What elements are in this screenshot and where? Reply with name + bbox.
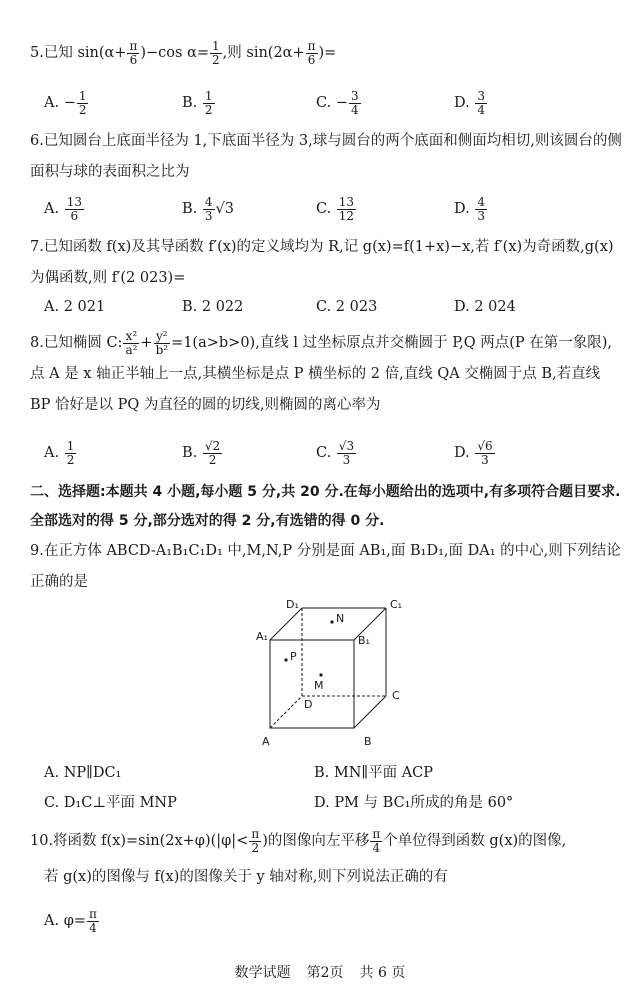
option-c: C. 2 023 bbox=[316, 299, 378, 315]
label-b: B bbox=[364, 735, 372, 748]
question-10-line2: 若 g(x)的图像与 f(x)的图像关于 y 轴对称,则下列说法正确的有 bbox=[44, 869, 448, 885]
option-d: D. $\frac{√6}{3}$ bbox=[454, 438, 493, 467]
label-m: M bbox=[314, 679, 324, 692]
option-b: B. MN∥平面 ACP bbox=[314, 765, 434, 781]
option-c: C. D₁C⊥平面 MNP bbox=[44, 795, 177, 811]
question-6-options bbox=[44, 194, 624, 224]
footer-subject: 数学试题 bbox=[234, 965, 291, 981]
footer-total: 共 6 页 bbox=[359, 965, 406, 981]
option-b: B. $\frac{1}{2}$ bbox=[182, 88, 213, 117]
label-a: A bbox=[262, 735, 270, 748]
option-a: A. 2 021 bbox=[44, 299, 106, 315]
label-n: N bbox=[336, 612, 345, 625]
option-d: D. PM 与 BC₁所成的角是 60° bbox=[314, 795, 514, 811]
question-10-option-a: A. φ= $\frac{\pi}{4}$ bbox=[44, 906, 97, 935]
cube-figure bbox=[250, 600, 410, 750]
option-c: C. $\frac{√3}{3}$ bbox=[316, 438, 355, 467]
option-c: C. − $\frac{3}{4}$ bbox=[316, 88, 359, 117]
option-b: B. 2 022 bbox=[182, 299, 244, 315]
question-6-stem: 6.已知圆台上底面半径为 1,下底面半径为 3,球与圆台的两个底面和侧面均相切,则该圆台的侧面积与球的表面积之比为 bbox=[30, 133, 622, 180]
question-9-options-row1 bbox=[44, 758, 624, 788]
option-a: A. $\frac{1}{2}$ bbox=[44, 438, 75, 467]
question-8-options bbox=[44, 438, 624, 468]
label-c1: C₁ bbox=[390, 600, 403, 611]
question-10-stem: 10.将函数 f(x)=sin(2x+φ)(|φ|< $\frac{\pi}{2}$ )的图像向左平移 $\frac{\pi}{4}$ 个单位得到函数 g(x)的图像, bbox=[30, 826, 567, 855]
option-c: C. $\frac{13}{12}$ bbox=[316, 194, 355, 223]
question-9-stem: 9.在正方体 ABCD-A₁B₁C₁D₁ 中,M,N,P 分别是面 AB₁,面 B₁D₁,面 DA₁ 的中心,则下列结论正确的是 bbox=[30, 543, 621, 590]
option-d: D. 2 024 bbox=[454, 299, 516, 315]
option-a: A. NP∥DC₁ bbox=[44, 765, 122, 781]
option-b: B. $\frac{√2}{2}$ bbox=[182, 438, 221, 467]
label-d: D bbox=[304, 698, 313, 711]
question-5-options bbox=[44, 88, 624, 118]
label-p: P bbox=[290, 650, 297, 663]
page-footer bbox=[0, 962, 640, 982]
option-d: D. $\frac{3}{4}$ bbox=[454, 88, 485, 117]
option-a: A. − $\frac{1}{2}$ bbox=[44, 88, 87, 117]
label-d1: D₁ bbox=[286, 600, 299, 611]
label-b1: B₁ bbox=[358, 634, 370, 647]
option-d: D. $\frac{4}{3}$ bbox=[454, 194, 485, 223]
footer-page: 第2页 bbox=[306, 965, 344, 981]
question-7-stem: 7.已知函数 f(x)及其导函数 f′(x)的定义域均为 R,记 g(x)=f(1+x)−x,若 f′(x)为奇函数,g(x)为偶函数,则 f′(2 023)= bbox=[30, 239, 614, 286]
question-5-stem: 5.已知 sin(α+ $\frac{\pi}{6}$ )−cos α= $\frac{1}{2}$ ,则 sin(2α+ $\frac{\pi}{6}$ )= bbox=[30, 38, 337, 67]
option-a: A. $\frac{13}{6}$ bbox=[44, 194, 82, 223]
section-2-heading: 二、选择题:本题共 4 小题,每小题 5 分,共 20 分.在每小题给出的选项中,有多项符合题目要求.全部选对的得 5 分,部分选对的得 2 分,有选错的得 0 分. bbox=[30, 484, 621, 529]
label-c: C bbox=[392, 689, 400, 702]
question-8-stem: 8.已知椭圆 C: $\frac{\text{x²}}{\text{a²}}$ + $\frac{\text{y²}}{\text{b²}}$ =1(a>b>0),直线 l 过坐标原点并交椭圆于 P,Q 两点(P 在第一象限),点 A 是 x 轴正半轴上一点,其横坐标是点 P 横坐标的 2 倍,直线 QA 交椭圆于点 B,若直线 BP 恰好是以 PQ 为直径的圆的切线,则椭圆的离心率为 bbox=[30, 328, 612, 413]
question-9-options-row2 bbox=[44, 788, 624, 818]
label-a1: A₁ bbox=[256, 630, 268, 643]
question-7-options bbox=[44, 292, 624, 322]
option-b: B. $\frac{4}{3}$ √3 bbox=[182, 194, 234, 223]
